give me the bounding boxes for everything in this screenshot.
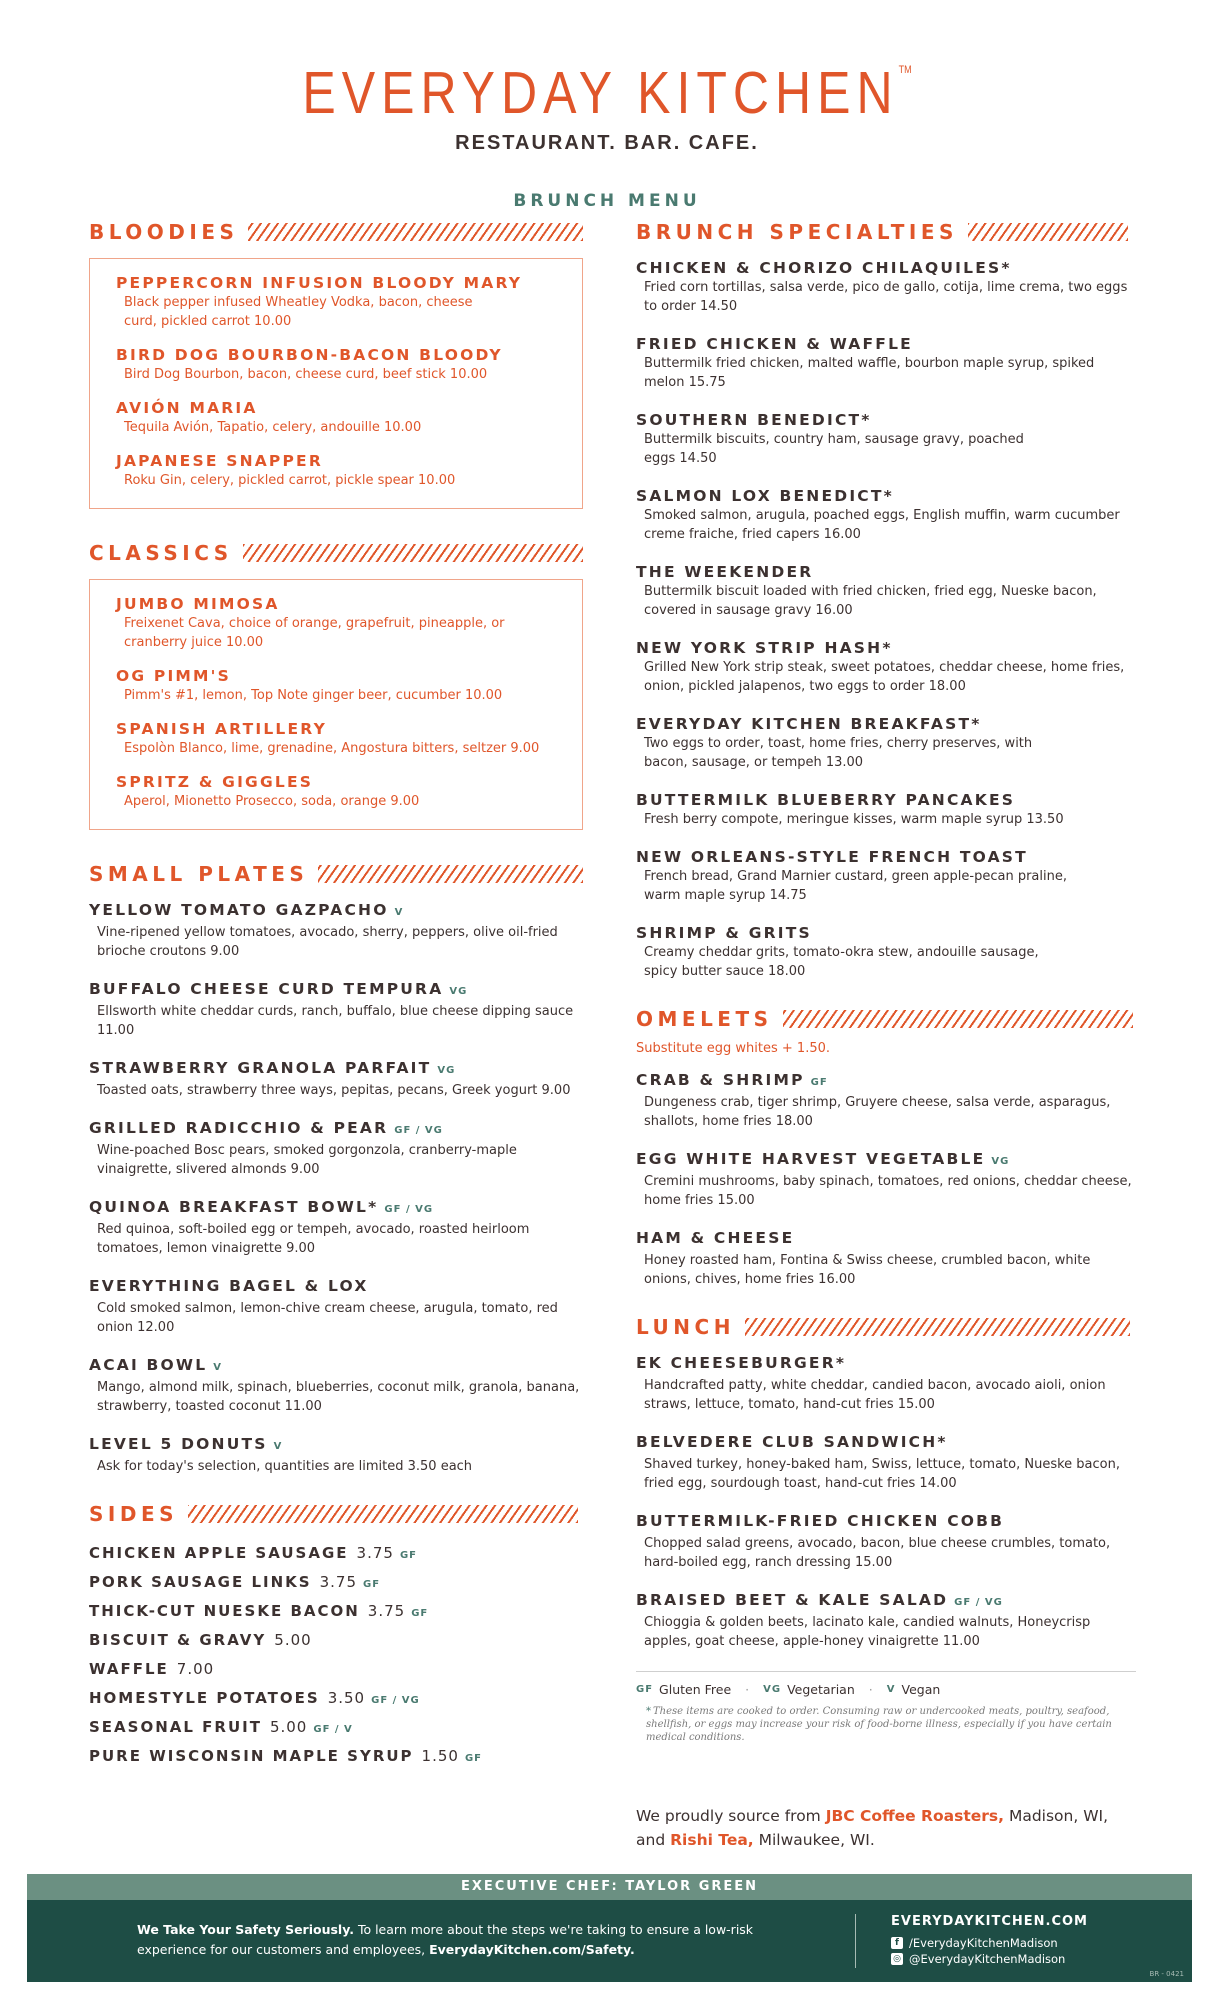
trademark: TM — [898, 63, 912, 76]
item-desc: Honey roasted ham, Fontina & Swiss cheese, crumbled bacon, white onions, chives, home fries 16.00 — [644, 1253, 1091, 1287]
item-name: EVERYDAY KITCHEN BREAKFAST* — [636, 715, 982, 733]
item-desc: Ellsworth white cheddar curds, ranch, buffalo, blue cheese dipping sauce 11.00 — [97, 1004, 574, 1038]
item-name: BRAISED BEET & KALE SALAD GF / VG — [636, 1591, 1003, 1609]
item-name: EVERYTHING BAGEL & LOX — [89, 1277, 369, 1295]
menu-title: BRUNCH MENU — [513, 191, 701, 211]
item-name: AVIÓN MARIA — [116, 399, 258, 417]
divider — [636, 1671, 1136, 1672]
menu-item — [636, 1070, 1136, 1131]
item-desc: Toasted oats, strawberry three ways, pepitas, pecans, Greek yogurt 9.00 — [97, 1083, 571, 1098]
chef-banner: EXECUTIVE CHEF: TAYLOR GREEN — [27, 1874, 1192, 1900]
item-name: LEVEL 5 DONUTS V — [89, 1435, 283, 1453]
footer — [27, 1900, 1192, 1982]
menu-item — [636, 334, 1136, 392]
legend-separator: · — [745, 1682, 750, 1697]
menu-item — [89, 979, 583, 1040]
menu-item — [116, 398, 558, 437]
section-title: BLOODIES — [89, 220, 239, 244]
item-name: SALMON LOX BENEDICT* — [636, 487, 894, 505]
side-item: THICK-CUT NUESKE BACON 3.75 GF — [89, 1602, 429, 1620]
item-name: CHICKEN & CHORIZO CHILAQUILES* — [636, 259, 1012, 277]
item-name: STRAWBERRY GRANOLA PARFAIT VG — [89, 1059, 456, 1077]
food-safety-disclaimer: * These items are cooked to order. Consuming raw or undercooked meats, poultry, seafood, shellfish, or eggs may increase your risk of food-borne illness, especially if you have certain medical conditions. — [646, 1706, 1112, 1743]
menu-item — [636, 638, 1136, 696]
item-name: CRAB & SHRIMP GF — [636, 1071, 828, 1089]
footer-divider — [855, 1914, 856, 1968]
item-name: SPANISH ARTILLERY — [116, 720, 327, 738]
menu-item — [89, 1058, 583, 1100]
item-desc: Handcrafted patty, white cheddar, candied bacon, avocado aioli, onion straws, lettuce, tomato, hand-cut fries 15.00 — [644, 1378, 1106, 1412]
item-desc: Wine-poached Bosc pears, smoked gorgonzola, cranberry-maple vinaigrette, slivered almonds 9.00 — [97, 1143, 517, 1177]
right-column — [636, 220, 1136, 1852]
item-name: BUTTERMILK BLUEBERRY PANCAKES — [636, 791, 1016, 809]
menu-item — [636, 847, 1136, 905]
menu-item — [116, 719, 558, 758]
menu-item — [116, 666, 558, 705]
menu-item — [89, 1118, 583, 1179]
section-title: CLASSICS — [89, 541, 233, 565]
legend-label: Gluten Free — [659, 1682, 732, 1697]
item-name: THE WEEKENDER — [636, 563, 814, 581]
menu-item — [636, 714, 1136, 772]
menu-item — [116, 451, 558, 490]
logo: EVERYDAY KITCHEN™ — [302, 59, 912, 127]
item-desc: Pimm's #1, lemon, Top Note ginger beer, cucumber 10.00 — [124, 688, 503, 703]
side-item: PURE WISCONSIN MAPLE SYRUP 1.50 GF — [89, 1747, 482, 1765]
item-name: SPRITZ & GIGGLES — [116, 773, 314, 791]
item-desc: Red quinoa, soft-boiled egg or tempeh, avocado, roasted heirloom tomatoes, lemon vinaigrette 9.00 — [97, 1222, 530, 1256]
item-name: GRILLED RADICCHIO & PEAR GF / VG — [89, 1119, 443, 1137]
menu-item — [89, 1276, 583, 1337]
side-item: HOMESTYLE POTATOES 3.50 GF / VG — [89, 1689, 420, 1707]
item-desc: Mango, almond milk, spinach, blueberries, coconut milk, granola, banana, strawberry, toasted coconut 11.00 — [97, 1380, 580, 1414]
item-desc: Dungeness crab, tiger shrimp, Gruyere cheese, salsa verde, asparagus, shallots, home fries 18.00 — [644, 1095, 1111, 1129]
menu-item — [116, 594, 558, 652]
side-item: SEASONAL FRUIT 5.00 GF / V — [89, 1718, 353, 1736]
menu-item — [636, 790, 1136, 829]
sourcing-note: We proudly source from JBC Coffee Roasters, Madison, WI, and Rishi Tea, Milwaukee, WI. — [636, 1807, 1109, 1849]
hatch-decoration — [745, 1318, 1130, 1336]
facebook-icon: f — [891, 1937, 903, 1949]
diet-tag: V — [273, 1441, 283, 1452]
side-item: BISCUIT & GRAVY 5.00 — [89, 1631, 312, 1649]
section-header-bloodies — [89, 220, 583, 244]
legend-key: VG — [763, 1684, 782, 1695]
hatch-decoration — [188, 1505, 578, 1523]
menu-item — [89, 900, 583, 961]
diet-legend — [636, 1682, 1136, 1697]
menu-item — [636, 1353, 1136, 1414]
section-title: BRUNCH SPECIALTIES — [636, 220, 958, 244]
menu-item — [89, 1434, 583, 1476]
website-link[interactable]: EVERYDAYKITCHEN.COM — [891, 1914, 1088, 1929]
item-desc: Grilled New York strip steak, sweet potatoes, cheddar cheese, home fries, onion, pickled jalapenos, two eggs to order 18.00 — [644, 660, 1125, 694]
item-desc: Cold smoked salmon, lemon-chive cream cheese, arugula, tomato, red onion 12.00 — [97, 1301, 558, 1335]
brunch-specialties-list — [636, 258, 1136, 981]
menu-item — [636, 1228, 1136, 1289]
item-desc: Buttermilk fried chicken, malted waffle, bourbon maple syrup, spiked melon 15.75 — [644, 356, 1095, 390]
item-desc: Vine-ripened yellow tomatoes, avocado, sherry, peppers, olive oil-fried brioche croutons 9.00 — [97, 925, 558, 959]
section-title: SMALL PLATES — [89, 862, 309, 886]
item-desc: Ask for today's selection, quantities are limited 3.50 each — [97, 1459, 473, 1474]
menu-header — [0, 0, 1214, 211]
item-desc: Aperol, Mionetto Prosecco, soda, orange 9.00 — [124, 794, 420, 809]
item-desc: French bread, Grand Marnier custard, green apple-pecan praline, warm maple syrup 14.75 — [644, 869, 1067, 903]
item-desc: Freixenet Cava, choice of orange, grapefruit, pineapple, or cranberry juice 10.00 — [124, 616, 505, 650]
item-desc: Fried corn tortillas, salsa verde, pico de gallo, cotija, lime crema, two eggs to order 14.50 — [644, 280, 1128, 314]
section-title: LUNCH — [636, 1315, 735, 1339]
side-item: PORK SAUSAGE LINKS 3.75 GF — [89, 1573, 381, 1591]
safety-link[interactable]: EverydayKitchen.com/Safety. — [429, 1942, 635, 1957]
menu-item — [636, 562, 1136, 620]
legend-label: Vegetarian — [787, 1682, 855, 1697]
item-name: BIRD DOG BOURBON-BACON BLOODY — [116, 346, 503, 364]
side-item: CHICKEN APPLE SAUSAGE 3.75 GF — [89, 1544, 417, 1562]
section-header-classics — [89, 541, 583, 565]
item-name: OG PIMM'S — [116, 667, 231, 685]
item-desc: Chopped salad greens, avocado, bacon, blue cheese crumbles, tomato, hard-boiled egg, ranch dressing 15.00 — [644, 1536, 1111, 1570]
item-name: BELVEDERE CLUB SANDWICH* — [636, 1433, 948, 1451]
diet-tag: VG — [449, 986, 468, 997]
legend-label: Vegan — [901, 1682, 941, 1697]
item-name: BUFFALO CHEESE CURD TEMPURA VG — [89, 980, 468, 998]
item-desc: Bird Dog Bourbon, bacon, cheese curd, beef stick 10.00 — [124, 367, 488, 382]
item-desc: Buttermilk biscuits, country ham, sausage gravy, poached eggs 14.50 — [644, 432, 1024, 466]
item-name: NEW ORLEANS-STYLE FRENCH TOAST — [636, 848, 1028, 866]
footer-links — [891, 1914, 1088, 1967]
instagram-link[interactable]: ◎ @EverydayKitchenMadison — [891, 1951, 1088, 1967]
diet-tag: VG — [437, 1065, 456, 1076]
menu-item — [636, 1432, 1136, 1493]
menu-item — [636, 1590, 1136, 1651]
hatch-decoration — [968, 223, 1128, 241]
item-desc: Black pepper infused Wheatley Vodka, bacon, cheese curd, pickled carrot 10.00 — [124, 295, 473, 329]
item-name: FRIED CHICKEN & WAFFLE — [636, 335, 913, 353]
item-name: SOUTHERN BENEDICT* — [636, 411, 872, 429]
menu-item — [116, 772, 558, 811]
item-desc: Espolòn Blanco, lime, grenadine, Angostura bitters, seltzer 9.00 — [124, 741, 540, 756]
omelets-list — [636, 1070, 1136, 1289]
hatch-decoration — [318, 865, 583, 883]
classics-box — [89, 579, 583, 830]
sides-list — [89, 1540, 583, 1772]
section-header-sides — [89, 1502, 583, 1526]
section-header-lunch — [636, 1315, 1136, 1339]
diet-tag: GF / VG — [394, 1125, 443, 1136]
facebook-link[interactable]: f /EverydayKitchenMadison — [891, 1935, 1088, 1951]
item-name: BUTTERMILK-FRIED CHICKEN COBB — [636, 1512, 1005, 1530]
section-title: OMELETS — [636, 1007, 773, 1031]
menu-item — [89, 1355, 583, 1416]
legend-separator: · — [868, 1682, 873, 1697]
bloodies-box — [89, 258, 583, 509]
menu-item — [636, 486, 1136, 544]
section-title: SIDES — [89, 1502, 179, 1526]
item-name: YELLOW TOMATO GAZPACHO V — [89, 901, 404, 919]
item-desc: Fresh berry compote, meringue kisses, warm maple syrup 13.50 — [644, 812, 1064, 827]
diet-tag: GF / VG — [384, 1204, 434, 1215]
hatch-decoration — [243, 544, 583, 562]
item-name: SHRIMP & GRITS — [636, 924, 812, 942]
item-name: EGG WHITE HARVEST VEGETABLE VG — [636, 1150, 1010, 1168]
menu-item — [636, 258, 1136, 316]
item-desc: Tequila Avión, Tapatio, celery, andouille 10.00 — [124, 420, 422, 435]
menu-item — [116, 273, 558, 331]
section-header-omelets — [636, 1007, 1136, 1031]
diet-tag: V — [213, 1362, 223, 1373]
item-name: NEW YORK STRIP HASH* — [636, 639, 893, 657]
egg-white-note: Substitute egg whites + 1.50. — [636, 1041, 831, 1056]
item-desc: Shaved turkey, honey-baked ham, Swiss, lettuce, tomato, Nueske bacon, fried egg, sourdough toast, hand-cut fries 14.00 — [644, 1457, 1120, 1491]
diet-tag: V — [394, 907, 404, 918]
menu-item — [636, 1511, 1136, 1572]
item-desc: Creamy cheddar grits, tomato-okra stew, andouille sausage, spicy butter sauce 18.00 — [644, 945, 1039, 979]
side-item: WAFFLE 7.00 — [89, 1660, 215, 1678]
item-name: JAPANESE SNAPPER — [116, 452, 323, 470]
hatch-decoration — [248, 223, 583, 241]
small-plates-list — [89, 900, 583, 1476]
item-desc: Two eggs to order, toast, home fries, cherry preserves, with bacon, sausage, or tempeh 13.00 — [644, 736, 1033, 770]
safety-message: We Take Your Safety Seriously. To learn more about the steps we're taking to ensure a low-risk experience for our customers and employees, EverydayKitchen.com/Safety. — [137, 1922, 754, 1957]
menu-code: BR - 0421 — [1149, 1970, 1184, 1978]
menu-item — [636, 1149, 1136, 1210]
instagram-icon: ◎ — [891, 1953, 903, 1965]
item-desc: Chioggia & golden beets, lacinato kale, candied walnuts, Honeycrisp apples, goat cheese, apple-honey vinaigrette 11.00 — [644, 1615, 1091, 1649]
item-name: HAM & CHEESE — [636, 1229, 795, 1247]
section-header-small-plates — [89, 862, 583, 886]
item-name: EK CHEESEBURGER* — [636, 1354, 847, 1372]
menu-item — [89, 1197, 583, 1258]
item-name: ACAI BOWL V — [89, 1356, 223, 1374]
item-name: JUMBO MIMOSA — [116, 595, 280, 613]
left-column — [89, 220, 583, 1772]
legend-key: V — [886, 1684, 896, 1695]
tagline: RESTAURANT. BAR. CAFE. — [455, 132, 759, 154]
hatch-decoration — [783, 1010, 1133, 1028]
menu-item — [636, 923, 1136, 981]
section-header-brunch-specialties — [636, 220, 1136, 244]
item-name: PEPPERCORN INFUSION BLOODY MARY — [116, 274, 523, 292]
item-desc: Roku Gin, celery, pickled carrot, pickle spear 10.00 — [124, 473, 456, 488]
item-desc: Smoked salmon, arugula, poached eggs, English muffin, warm cucumber creme fraiche, fried capers 16.00 — [644, 508, 1120, 542]
item-name: QUINOA BREAKFAST BOWL* GF / VG — [89, 1198, 434, 1216]
lunch-list — [636, 1353, 1136, 1651]
item-desc: Buttermilk biscuit loaded with fried chicken, fried egg, Nueske bacon, covered in sausage gravy 16.00 — [644, 584, 1097, 618]
menu-item — [116, 345, 558, 384]
legend-key: GF — [636, 1684, 654, 1695]
menu-item — [636, 410, 1136, 468]
item-desc: Cremini mushrooms, baby spinach, tomatoes, red onions, cheddar cheese, home fries 15.00 — [644, 1174, 1132, 1208]
